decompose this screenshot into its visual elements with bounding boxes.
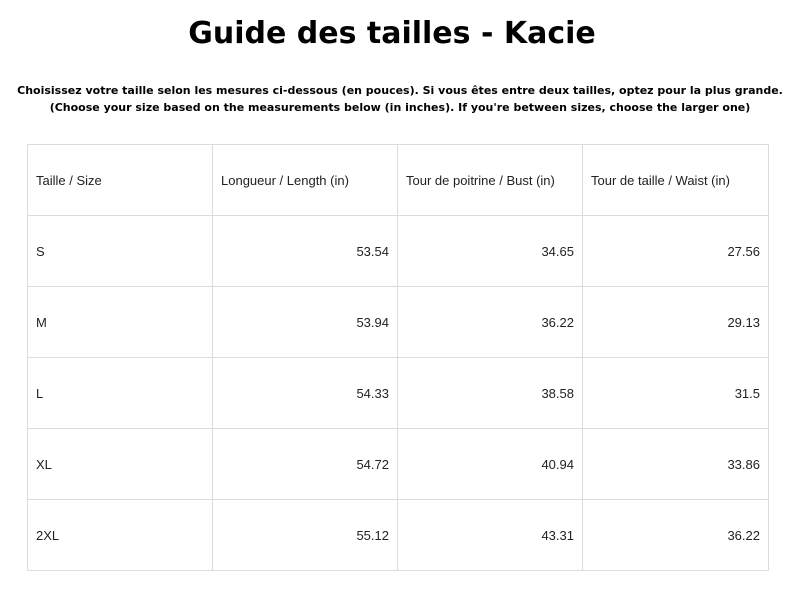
cell-bust: 40.94 bbox=[398, 429, 583, 500]
intro-line-english: (Choose your size based on the measurements below (in inches). If you're between sizes, choose the larger one) bbox=[49, 101, 751, 114]
cell-size: M bbox=[28, 287, 213, 358]
cell-bust: 36.22 bbox=[398, 287, 583, 358]
cell-waist: 29.13 bbox=[583, 287, 769, 358]
table-row bbox=[28, 287, 769, 358]
cell-length: 55.12 bbox=[213, 500, 398, 571]
cell-length: 53.94 bbox=[213, 287, 398, 358]
cell-bust: 38.58 bbox=[398, 358, 583, 429]
header-length: Longueur / Length (in) bbox=[213, 145, 398, 216]
table-row bbox=[28, 216, 769, 287]
table-header-row bbox=[28, 145, 769, 216]
header-bust: Tour de poitrine / Bust (in) bbox=[398, 145, 583, 216]
cell-size: L bbox=[28, 358, 213, 429]
cell-size: XL bbox=[28, 429, 213, 500]
cell-waist: 36.22 bbox=[583, 500, 769, 571]
table-row bbox=[28, 358, 769, 429]
intro-text bbox=[0, 82, 800, 116]
size-chart-table bbox=[27, 144, 769, 571]
header-size: Taille / Size bbox=[28, 145, 213, 216]
cell-size: S bbox=[28, 216, 213, 287]
cell-length: 54.33 bbox=[213, 358, 398, 429]
cell-bust: 43.31 bbox=[398, 500, 583, 571]
header-waist: Tour de taille / Waist (in) bbox=[583, 145, 769, 216]
cell-length: 53.54 bbox=[213, 216, 398, 287]
page-title: Guide des tailles - Kacie bbox=[188, 16, 596, 51]
table-row bbox=[28, 500, 769, 571]
intro-line-french: Choisissez votre taille selon les mesures ci-dessous (en pouces). Si vous êtes entre deux tailles, optez pour la plus grande. bbox=[17, 84, 783, 97]
cell-length: 54.72 bbox=[213, 429, 398, 500]
cell-size: 2XL bbox=[28, 500, 213, 571]
cell-waist: 27.56 bbox=[583, 216, 769, 287]
cell-bust: 34.65 bbox=[398, 216, 583, 287]
cell-waist: 31.5 bbox=[583, 358, 769, 429]
table-row bbox=[28, 429, 769, 500]
cell-waist: 33.86 bbox=[583, 429, 769, 500]
